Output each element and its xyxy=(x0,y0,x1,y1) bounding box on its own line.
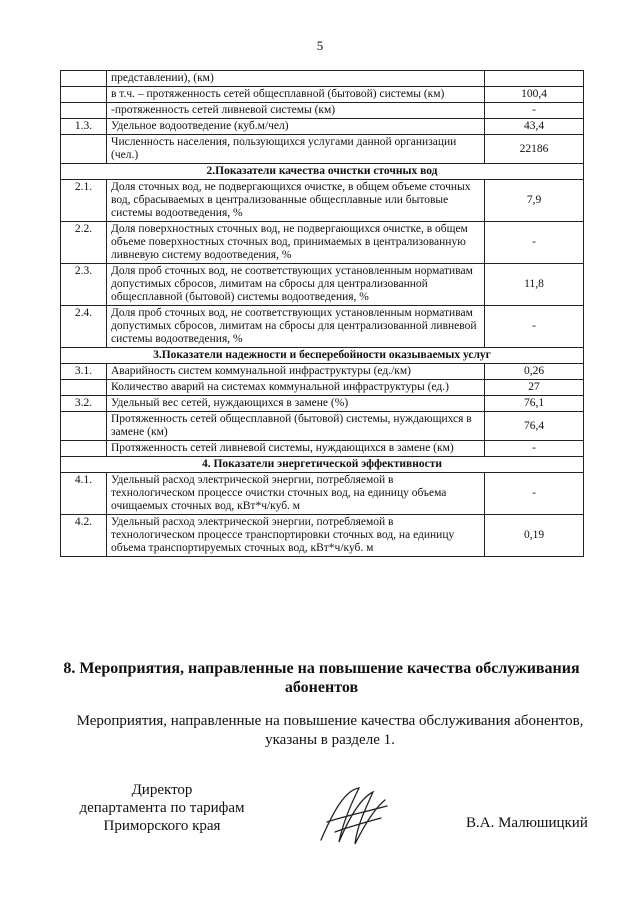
row-number: 2.3. xyxy=(61,264,107,306)
section-header-row xyxy=(61,164,584,180)
indicator-value: 7,9 xyxy=(485,180,584,222)
row-number: 3.1. xyxy=(61,364,107,380)
row-number: 2.2. xyxy=(61,222,107,264)
section-header-row xyxy=(61,348,584,364)
row-number xyxy=(61,441,107,457)
indicator-value: 76,1 xyxy=(485,396,584,412)
table-row xyxy=(61,119,584,135)
indicator-name: в т.ч. – протяженность сетей общесплавной (бытовой) системы (км) xyxy=(107,87,485,103)
indicator-value: 76,4 xyxy=(485,412,584,441)
handwritten-signature xyxy=(315,782,390,852)
indicator-name: Количество аварий на системах коммунальной инфраструктуры (ед.) xyxy=(107,380,485,396)
indicator-value: - xyxy=(485,473,584,515)
row-number xyxy=(61,380,107,396)
row-number: 2.4. xyxy=(61,306,107,348)
section-header: 3.Показатели надежности и бесперебойности оказываемых услуг xyxy=(61,348,584,364)
row-number: 3.2. xyxy=(61,396,107,412)
page-number: 5 xyxy=(316,38,324,53)
indicator-name: Численность населения, пользующихся услугами данной организации (чел.) xyxy=(107,135,485,164)
table-row xyxy=(61,473,584,515)
table-row xyxy=(61,71,584,87)
section-header-row xyxy=(61,457,584,473)
indicator-name: Удельный расход электрической энергии, потребляемой в технологическом процессе транспортировки сточных вод, на единицу объема транспортируемых сточных вод, кВт*ч/куб. м xyxy=(107,515,485,557)
table-row xyxy=(61,180,584,222)
row-number xyxy=(61,135,107,164)
row-number: 4.2. xyxy=(61,515,107,557)
indicator-value: - xyxy=(485,306,584,348)
table-row xyxy=(61,441,584,457)
indicator-value: 0,19 xyxy=(485,515,584,557)
table-row xyxy=(61,364,584,380)
table-row xyxy=(61,87,584,103)
section-header: 4. Показатели энергетической эффективности xyxy=(61,457,584,473)
table-row xyxy=(61,515,584,557)
indicator-name: Удельное водоотведение (куб.м/чел) xyxy=(107,119,485,135)
indicator-name: Аварийность систем коммунальной инфраструктуры (ед./км) xyxy=(107,364,485,380)
signatory-title-line: департамента по тарифам xyxy=(79,800,245,816)
indicator-value: 27 xyxy=(485,380,584,396)
signatory-title-line: Директор xyxy=(131,782,193,798)
indicator-name: Доля поверхностных сточных вод, не подвергающихся очистке, в общем объеме поверхностных сточных вод, принимаемых в централизованную ливневую систему водоотведения, % xyxy=(107,222,485,264)
row-number xyxy=(61,87,107,103)
section-header: 2.Показатели качества очистки сточных вод xyxy=(61,164,584,180)
signatory-title-line: Приморского края xyxy=(103,818,221,834)
row-number: 2.1. xyxy=(61,180,107,222)
indicator-name: Удельный расход электрической энергии, потребляемой в технологическом процессе очистки сточных вод, на единицу объема очищаемых сточных вод, кВт*ч/куб. м xyxy=(107,473,485,515)
indicator-value: 11,8 xyxy=(485,264,584,306)
section-8-title: 8. Мероприятия, направленные на повышение качества обслуживания абонентов xyxy=(63,660,580,696)
indicator-value: - xyxy=(485,441,584,457)
row-number: 1.3. xyxy=(61,119,107,135)
indicator-value: 0,26 xyxy=(485,364,584,380)
table-row xyxy=(61,103,584,119)
table-row xyxy=(61,306,584,348)
row-number: 4.1. xyxy=(61,473,107,515)
indicator-name: Протяженность сетей общесплавной (бытовой) системы, нуждающихся в замене (км) xyxy=(107,412,485,441)
signatory-name: В.А. Малюшицкий xyxy=(466,815,588,831)
table-row xyxy=(61,222,584,264)
indicator-value: - xyxy=(485,222,584,264)
row-number xyxy=(61,71,107,87)
indicator-name: Доля сточных вод, не подвергающихся очистке, в общем объеме сточных вод, сбрасываемых в централизованные общесплавные или бытовые системы водоотведения, % xyxy=(107,180,485,222)
indicator-name: Доля проб сточных вод, не соответствующих установленным нормативам допустимых сбросов, лимитам на сбросы для централизованной общесплавной (бытовой) системы водоотведения, % xyxy=(107,264,485,306)
indicator-name: представлении), (км) xyxy=(107,71,485,87)
indicators-table xyxy=(60,70,584,557)
row-number xyxy=(61,103,107,119)
table-row xyxy=(61,264,584,306)
indicator-name: Удельный вес сетей, нуждающихся в замене (%) xyxy=(107,396,485,412)
indicator-value: 43,4 xyxy=(485,119,584,135)
section-8-body: Мероприятия, направленные на повышение качества обслуживания абонентов, указаны в разделе 1. xyxy=(76,713,584,748)
indicator-name: Доля проб сточных вод, не соответствующих установленным нормативам допустимых сбросов, лимитам на сбросы для централизованной ливневой системы водоотведения, % xyxy=(107,306,485,348)
table-row xyxy=(61,135,584,164)
indicator-value: 22186 xyxy=(485,135,584,164)
signatory-title xyxy=(62,781,262,835)
table-row xyxy=(61,380,584,396)
indicator-name: Протяженность сетей ливневой системы, нуждающихся в замене (км) xyxy=(107,441,485,457)
table-row xyxy=(61,396,584,412)
indicator-name: -протяженность сетей ливневой системы (км) xyxy=(107,103,485,119)
indicator-value: - xyxy=(485,103,584,119)
indicator-value xyxy=(485,71,584,87)
table-row xyxy=(61,412,584,441)
row-number xyxy=(61,412,107,441)
indicator-value: 100,4 xyxy=(485,87,584,103)
